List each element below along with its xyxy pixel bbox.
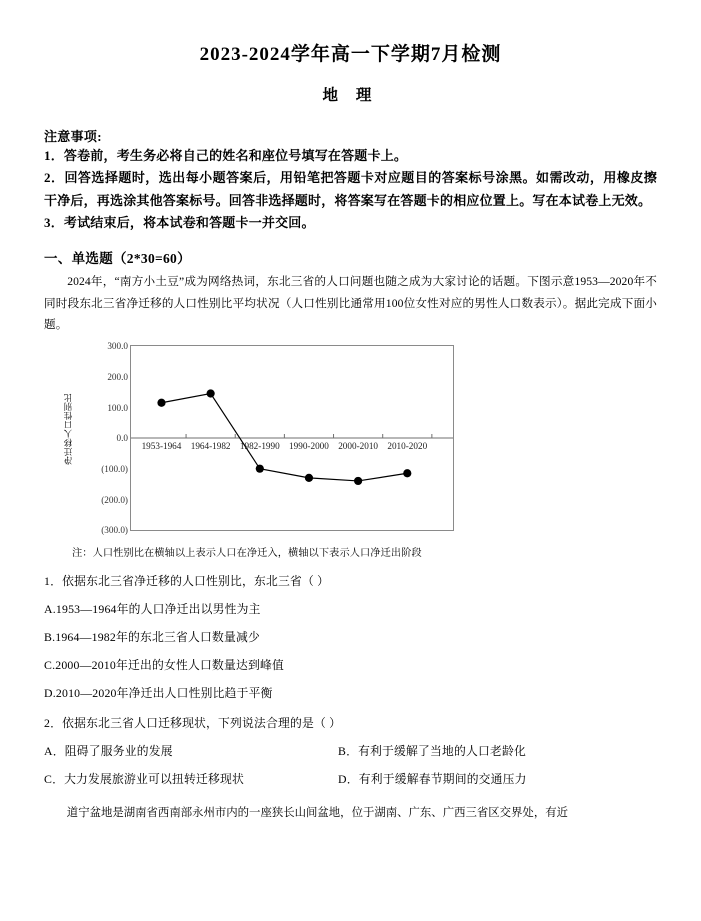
page-title: 2023-2024学年高一下学期7月检测 [199, 44, 502, 65]
chart-line-series [131, 346, 453, 530]
question-2-option-c[interactable]: C．大力发展旅游业可以扭转迁移现状 [44, 772, 245, 787]
question-1-option-d[interactable]: D.2010—2020年净迁出人口性别比趋于平衡 [44, 686, 273, 701]
question-1-option-a[interactable]: A.1953—1964年的人口净迁出以男性为主 [44, 602, 261, 617]
question-2-options-row-2 [44, 770, 657, 787]
section-heading: 一、单选题（2*30=60） [44, 251, 191, 267]
chart-y-tick: (300.0) [101, 525, 128, 536]
tail-paragraph: 道宁盆地是湖南省西南部永州市内的一座狭长山间盆地，位于湖南、广东、广西三省区交界处，有近 [66, 807, 568, 820]
subject-title: 地 理 [322, 86, 379, 104]
notice-item-2: 2．回答选择题时，选出每小题答案后，用铅笔把答题卡对应题目的答案标号涂黑。如需改动，用橡皮擦干净后，再选涂其他答案标号。回答非选择题时，将答案写在答题卡的相应位置上。写在本试卷上无效。 [44, 170, 657, 208]
chart-y-axis-label: 净迁移人口性别比 [63, 393, 73, 466]
chart-y-tick: (200.0) [101, 494, 128, 505]
question-1-option-c[interactable]: C.2000—2010年迁出的女性人口数量达到峰值 [44, 658, 284, 673]
chart-y-tick: 100.0 [107, 402, 128, 413]
notice-item-3: 3．考试结束后，将本试卷和答题卡一并交回。 [44, 214, 315, 230]
chart-plot-area [130, 345, 454, 531]
question-2-option-a[interactable]: A．阻碍了服务业的发展 [44, 744, 173, 759]
chart-x-tick: 1990-2000 [289, 441, 329, 452]
chart-x-tick: 2000-2010 [338, 441, 379, 452]
chart-note: 注：人口性别比在横轴以上表示人口在净迁入，横轴以下表示人口净迁出阶段 [72, 548, 422, 560]
chart-x-tick: 1982-1990 [239, 441, 280, 452]
notice-item-1: 1．答卷前，考生务必将自己的姓名和座位号填写在答题卡上。 [44, 147, 408, 163]
question-1-stem: 1．依据东北三省净迁移的人口性别比，东北三省（ ） [44, 574, 330, 589]
chart-x-tick: 2010-2020 [387, 441, 428, 452]
chart-x-tick: 1964-1982 [190, 441, 231, 452]
chart-y-ticks [76, 341, 128, 537]
question-2-option-d[interactable]: D．有利于缓解春节期间的交通压力 [338, 772, 527, 787]
question-2-options-row-1 [44, 742, 657, 759]
chart-y-tick: 0.0 [116, 433, 128, 444]
chart-y-tick: 200.0 [107, 371, 128, 382]
chart-x-tick: 1953-1964 [141, 441, 182, 452]
chart-y-tick: (100.0) [101, 463, 128, 474]
notice-heading: 注意事项: [44, 128, 102, 144]
population-sex-ratio-chart [62, 341, 622, 537]
section-intro: 2024年，“南方小土豆”成为网络热词，东北三省的人口问题也随之成为大家讨论的话题。下图示意1953—2020年不同时段东北三省净迁移的人口性别比平均状况（人口性别比通常用100位女性对应的男性人口数表示）。据此完成下面小题。 [44, 275, 657, 331]
question-1-option-b[interactable]: B.1964—1982年的东北三省人口数量减少 [44, 630, 260, 645]
question-2-option-b[interactable]: B．有利于缓解了当地的人口老龄化 [338, 744, 527, 759]
exam-page [0, 44, 701, 921]
chart-y-tick: 300.0 [107, 341, 128, 352]
question-2-stem: 2．依据东北三省人口迁移现状，下列说法合理的是（ ） [44, 716, 342, 731]
